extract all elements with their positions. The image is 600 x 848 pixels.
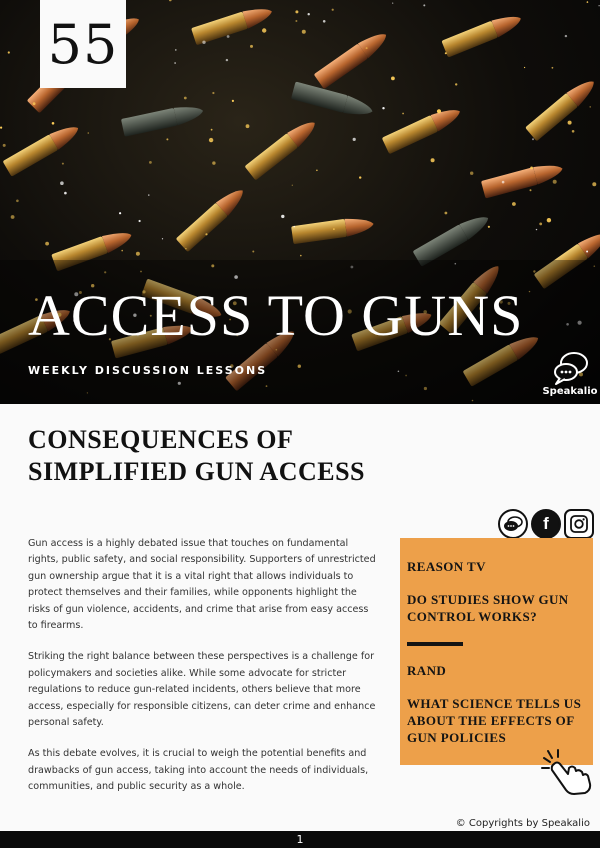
section-title: CONSEQUENCES OF SIMPLIFIED GUN ACCESS	[28, 425, 366, 486]
paragraph: As this debate evolves, it is crucial to weigh the potential benefits and drawbacks of gun access, taking into account the needs of individuals, communities, and public security as a whole.	[28, 748, 369, 793]
facebook-icon[interactable]: f	[531, 509, 561, 539]
issue-number: 55	[47, 12, 119, 76]
link-gun-control-studies[interactable]: DO STUDIES SHOW GUN CONTROL WORKS?	[407, 592, 569, 624]
source-reason-tv: REASON TV	[407, 559, 486, 574]
copyright-notice: © Copyrights by Speakalio	[455, 818, 590, 829]
paragraph: Striking the right balance between these perspectives is a challenge for policymakers and societies alike. While some advocate for stricter regulations to reduce gun-related incidents, others believe that more access, especially for responsible citizens, can deter crime and enhance personal safety.	[28, 651, 376, 729]
footer-bar	[0, 831, 600, 848]
speech-bubbles-icon	[540, 350, 600, 386]
hero-title: ACCESS TO GUNS	[28, 283, 524, 348]
article-body	[28, 536, 380, 811]
source-rand: RAND	[407, 663, 447, 678]
panel-divider	[407, 642, 463, 646]
hero-banner	[0, 0, 600, 404]
speakalio-chat-icon[interactable]	[498, 509, 528, 539]
speakalio-logo	[540, 350, 600, 404]
instagram-icon[interactable]	[564, 509, 594, 539]
link-science-gun-policies[interactable]: WHAT SCIENCE TELLS US ABOUT THE EFFECTS OF GUN POLICIES	[407, 696, 582, 745]
page-number: 1	[296, 833, 304, 846]
brand-name: Speakalio	[542, 386, 598, 397]
social-icons	[498, 508, 594, 540]
paragraph: Gun access is a highly debated issue that touches on fundamental rights, public safety, and social responsibility. Supporters of unrestricted gun ownership argue that it is a vital right that allows individuals to protect themselves and their families, while opponents highlight the risks of gun violence, accidents, and crime that arise from easy access to firearms.	[28, 538, 376, 632]
resources-panel	[400, 538, 593, 765]
issue-number-box	[40, 0, 126, 88]
hero-subtitle: WEEKLY DISCUSSION LESSONS	[28, 364, 268, 377]
click-hand-icon	[538, 748, 594, 796]
